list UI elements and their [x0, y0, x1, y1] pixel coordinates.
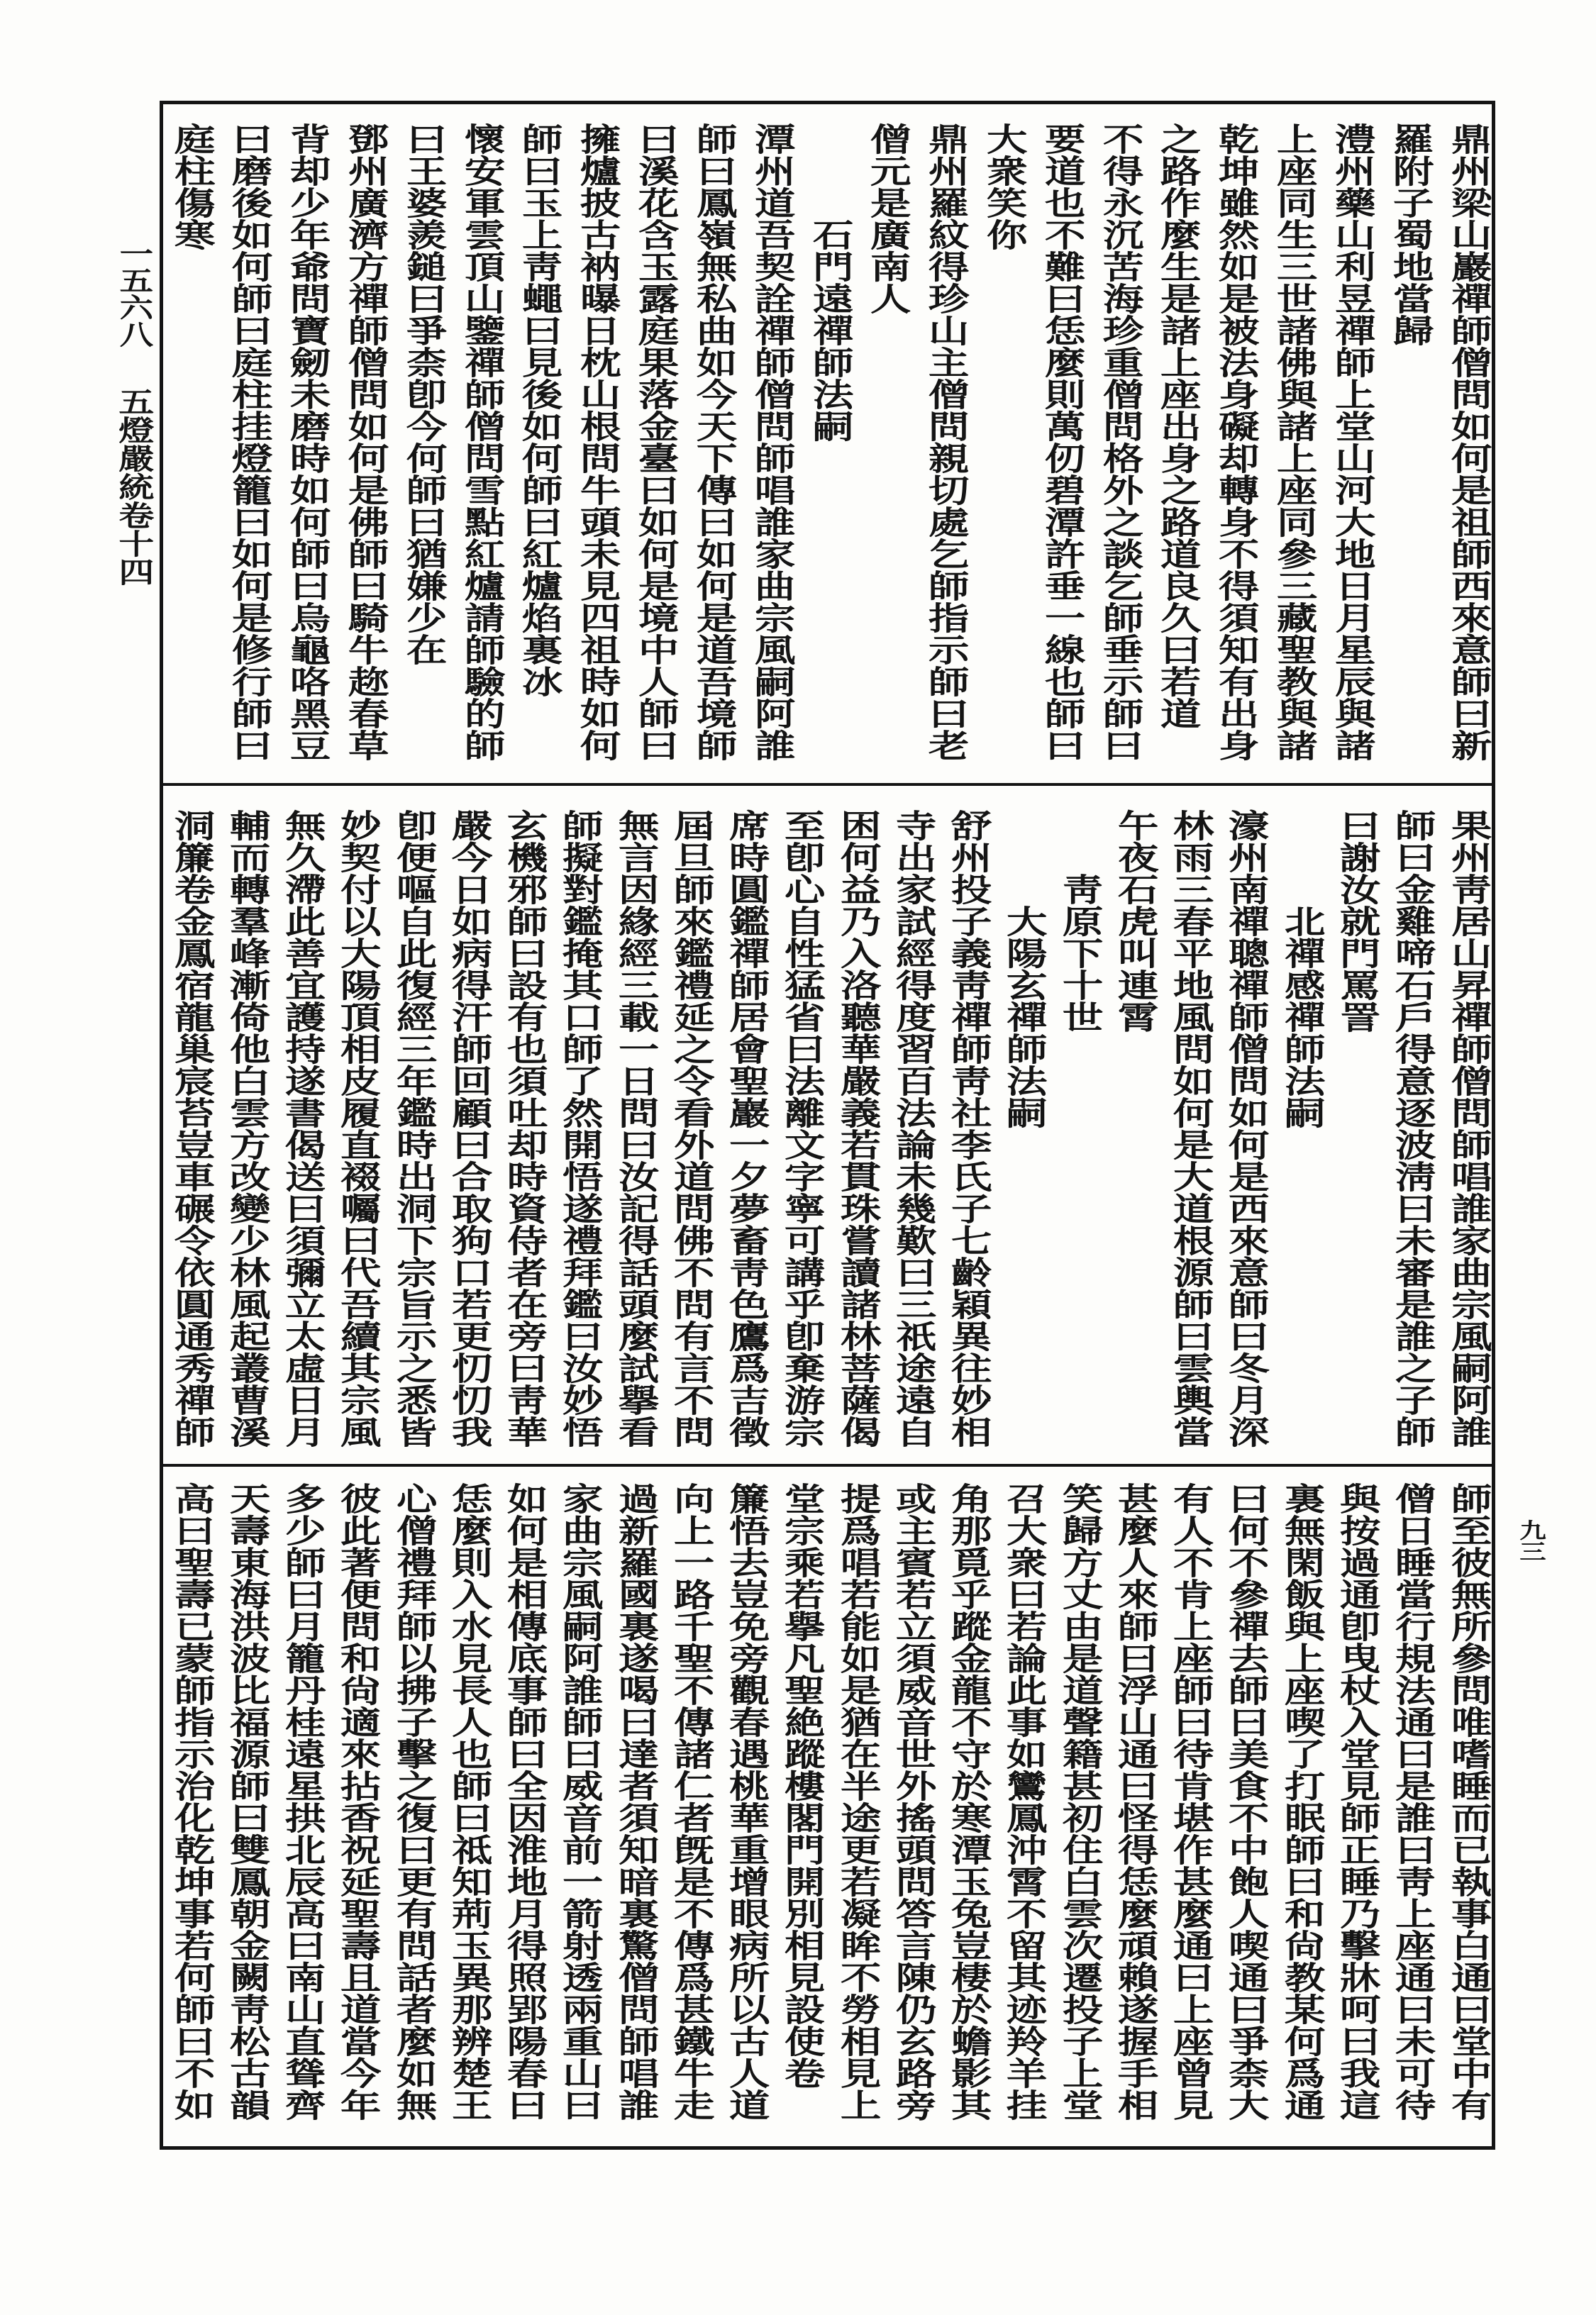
text-column: 妙契付以大陽頂相皮履直裰囑曰代吾續其宗風 [333, 809, 382, 1448]
text-column: 堂宗乘若擧凡聖絶蹤樓閣門開別相見設使卷 [777, 1482, 826, 2089]
text-column: 濠州南禪聰禪師僧問如何是西來意師曰冬月深 [1221, 809, 1270, 1448]
text-column: 曰謝汝就門罵詈 [1332, 809, 1381, 1033]
text-column: 心僧禮拜師以拂子擊之復曰更有問話者麼如無 [389, 1482, 437, 2121]
text-column: 僧元是廣南人 [863, 123, 911, 314]
text-column: 召大衆曰若論此事如鸞鳳沖霄不留其迹羚羊挂 [999, 1482, 1048, 2121]
text-column: 高曰聖壽已蒙師指示治化乾坤事若何師曰不如 [167, 1482, 215, 2121]
text-column: 果州靑居山昇禪師僧問師唱誰家曲宗風嗣阿誰 [1443, 809, 1492, 1448]
text-column: 乾坤雖然如是被法身礙却轉身不得須知有出身 [1211, 123, 1260, 761]
text-column: 寺出家試經得度習百法論未幾歎曰三祇途遠自 [888, 809, 937, 1448]
text-column: 曰王婆羨鎚曰爭柰卽今何師曰猶嫌少在 [399, 123, 448, 665]
text-column: 無言因緣經三載一日問曰汝記得話頭麼試擧看 [611, 809, 659, 1448]
register-top [163, 104, 1492, 783]
text-column: 有人不肯上座師曰待肯堪作甚麼通曰上座曾見 [1165, 1482, 1214, 2121]
text-column: 潭州道吾契詮禪師僧問師唱誰家曲宗風嗣阿誰 [747, 123, 796, 761]
text-column: 澧州藥山利昱禪師上堂山河大地日月星辰與諸 [1327, 123, 1376, 761]
text-column: 羅附子蜀地當歸 [1385, 123, 1434, 346]
text-column: 師曰玉上靑蠅曰見後如何師曰紅爐焰裏冰 [514, 123, 563, 697]
text-column: 師至彼無所參問唯嗜睡而已執事白通曰堂中有 [1443, 1482, 1492, 2121]
text-column: 屆旦師來鑑禮延之令看外道問佛不問有言不問 [666, 809, 715, 1448]
text-column: 不得永沉苦海珍重僧問格外之談乞師垂示師曰 [1095, 123, 1143, 761]
text-column: 輔而轉羣峰漸倚他白雲方改變少林風起叢曹溪 [222, 809, 271, 1448]
text-column: 無久滯此善宜護持遂書偈送曰須彌立太虛日月 [277, 809, 326, 1448]
text-column: 彼此著便問和尙適來拈香祝延聖壽且道當今年 [333, 1482, 382, 2121]
text-column: 庭柱傷寒 [167, 123, 215, 250]
text-column: 玄機邪師曰設有也須吐却時資侍者在旁曰靑華 [499, 809, 548, 1448]
text-column: 鼎州羅紋得珍山主僧問親切處乞師指示師曰老 [921, 123, 970, 761]
text-column: 曰何不參禪去師曰美食不中飽人喫通曰爭柰大 [1221, 1482, 1270, 2121]
text-column: 如何是相傳底事師曰全因淮地月得照郢陽春曰 [499, 1482, 548, 2121]
text-column: 師曰鳳嶺無私曲如今天下傳曰如何是道吾境師 [689, 123, 738, 761]
text-column: 林雨三春平地風問如何是大道根源師曰雲輿當 [1165, 809, 1214, 1448]
text-column: 提爲唱若能如是猶在半途更若凝眸不勞相見上 [833, 1482, 882, 2121]
text-column: 卽便嘔自此復經三年鑑時出洞下宗旨示之悉皆 [389, 809, 437, 1448]
text-column: 過新羅國裏遂喝曰達者須知暗裏驚僧問師唱誰 [611, 1482, 659, 2121]
generation-heading: 靑原下十世 [1055, 873, 1104, 1033]
text-column: 向上一路千聖不傳諸仁者旣是不傳爲甚鐵牛走 [666, 1482, 715, 2121]
text-column: 擁爐披古衲曝日枕山根問牛頭未見四祖時如何 [572, 123, 621, 761]
folio-number: 九三 [1514, 1519, 1546, 1562]
text-column: 角那覓乎蹤金龍不守於寒潭玉兔豈棲於蟾影其 [943, 1482, 992, 2121]
text-column: 師擬對鑑掩其口師了然開悟遂禮拜鑑曰汝妙悟 [555, 809, 604, 1448]
lineage-heading: 大陽玄禪師法嗣 [999, 905, 1048, 1128]
text-column: 舒州投子義靑禪師靑社李氏子七齡穎異往妙相 [943, 809, 992, 1448]
register-bottom [163, 1467, 1492, 2146]
text-column: 洞簾卷金鳳宿龍巢宸苔豈車碾令依圓通秀禪師 [167, 809, 215, 1448]
text-column: 要道也不難曰恁麼則萬仞碧潭許垂一線也師曰 [1037, 123, 1086, 761]
text-column: 家曲宗風嗣阿誰師曰威音前一箭射透兩重山曰 [555, 1482, 604, 2121]
text-column: 與按過通卽曳杖入堂見師正睡乃擊牀呵曰我這 [1332, 1482, 1381, 2121]
text-column: 僧日睡當行規法通曰是誰曰靑上座通曰未可待 [1387, 1482, 1436, 2121]
text-column: 多少師曰月籠丹桂遠星拱北辰高曰南山直聳齊 [277, 1482, 326, 2121]
page-number: 一五六八 [113, 240, 154, 348]
text-column: 鄧州廣濟方禪師僧問如何是佛師曰騎牛趂春草 [340, 123, 389, 761]
text-column: 嚴今日如病得汗師回顧曰合取狗口若更忉忉我 [444, 809, 493, 1448]
text-column: 大衆笑你 [979, 123, 1028, 250]
text-column: 師曰金雞啼石戶得意逐波淸曰未審是誰之子師 [1387, 809, 1436, 1448]
text-column: 笑歸方丈由是道聲籍甚初住白雲次遷投子上堂 [1055, 1482, 1104, 2121]
text-column: 甚麼人來師曰浮山通曰怪得恁麼頑賴遂握手相 [1110, 1482, 1159, 2121]
text-column: 席時圓鑑禪師居會聖巖一夕夢畜靑色鷹爲吉徵 [721, 809, 770, 1448]
register-middle [163, 786, 1492, 1464]
text-column: 天壽東海洪波比福源師曰雙鳳朝金闕靑松古韻 [222, 1482, 271, 2121]
text-column: 之路作麼生是諸上座出身之路道良久曰若道 [1153, 123, 1202, 729]
text-column: 至卽心自性猛省曰法離文字寧可講乎卽棄游宗 [777, 809, 826, 1448]
text-column: 背却少年爺問寶劒未磨時如何師曰烏龜咯黑豆 [282, 123, 331, 761]
text-column: 或主賓若立須威音世外搖頭問答言陳仍玄路旁 [888, 1482, 937, 2121]
text-column: 曰磨後如何師曰庭柱挂燈籠曰如何是修行師曰 [224, 123, 273, 761]
text-column: 午夜石虎叫連霄 [1110, 809, 1159, 1033]
lineage-heading: 北禪感禪師法嗣 [1277, 905, 1326, 1128]
text-column: 裏無閑飯與上座喫了打眠師曰和尙教某何爲通 [1277, 1482, 1326, 2121]
text-column: 上座同生三世諸佛與諸上座同參三藏聖教與諸 [1269, 123, 1318, 761]
text-column: 曰溪花含玉露庭果落金臺曰如何是境中人師曰 [631, 123, 680, 761]
text-column: 困何益乃入洛聽華嚴義若貫珠嘗讀諸林菩薩偈 [833, 809, 882, 1448]
text-column: 簾悟去豈免旁觀春遇桃華重增眼病所以古人道 [721, 1482, 770, 2121]
text-column: 懷安軍雲頂山鑒禪師僧問雪點紅爐請師驗的師 [457, 123, 505, 761]
text-column: 恁麼則入水見長人也師曰祗知荊玉異那辨楚王 [444, 1482, 493, 2121]
text-column: 鼎州梁山巖禪師僧問如何是祖師西來意師曰新 [1443, 123, 1492, 761]
lineage-heading: 石門遠禪師法嗣 [805, 218, 853, 442]
volume-title: 五燈嚴統卷十四 [113, 387, 155, 586]
